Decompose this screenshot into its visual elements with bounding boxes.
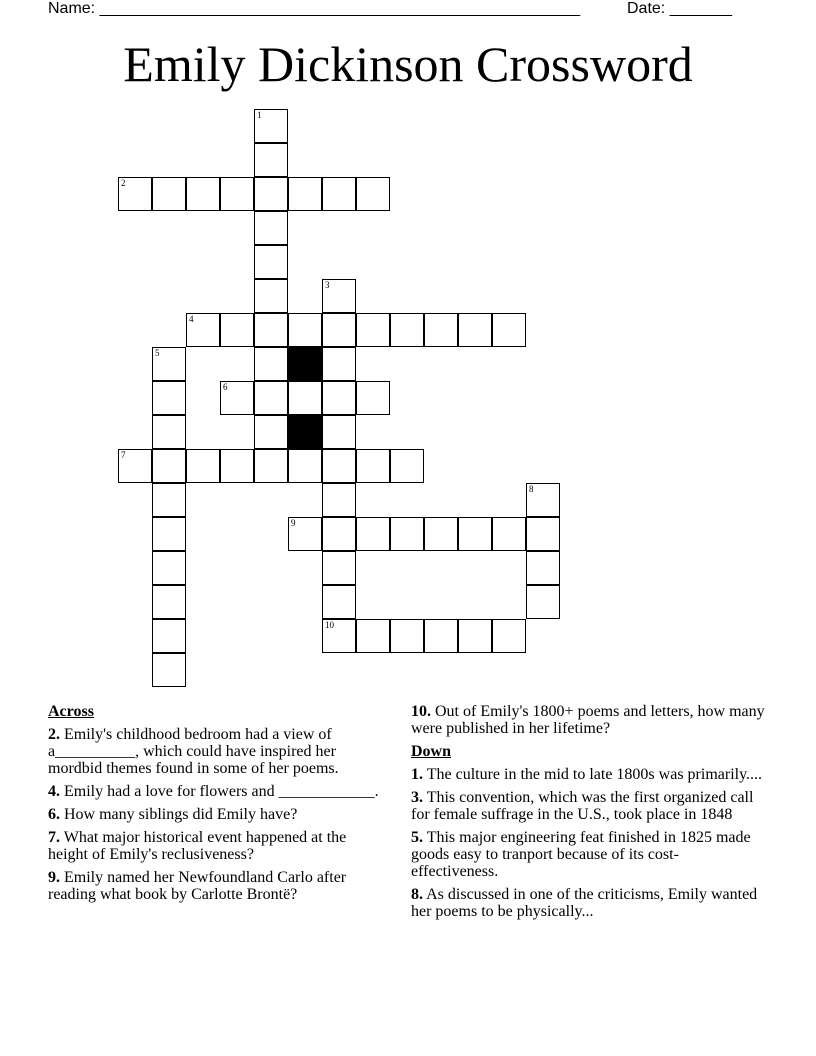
- clue-text: Out of Emily's 1800+ poems and letters, how many were published in her lifetime?: [411, 703, 765, 737]
- grid-cell[interactable]: [322, 279, 356, 313]
- clue-number: 4.: [48, 783, 60, 800]
- grid-cell[interactable]: [356, 619, 390, 653]
- grid-cell[interactable]: [424, 313, 458, 347]
- grid-cell[interactable]: [254, 415, 288, 449]
- clue-number: 1.: [411, 766, 423, 783]
- grid-cell[interactable]: [526, 551, 560, 585]
- grid-cell[interactable]: [390, 449, 424, 483]
- clue-number: 8.: [411, 886, 423, 903]
- clue-text: Emily's childhood bedroom had a view of a__________, which could have inspired her mordbid themes found in some of her poems.: [48, 726, 339, 777]
- clue-across-2: [48, 726, 388, 777]
- grid-cell[interactable]: [390, 517, 424, 551]
- grid-cell[interactable]: [356, 381, 390, 415]
- clue-down-8: [411, 886, 766, 920]
- clue-across-7: [48, 829, 388, 863]
- grid-cell[interactable]: [152, 483, 186, 517]
- grid-cell[interactable]: [492, 313, 526, 347]
- grid-cell[interactable]: [254, 313, 288, 347]
- grid-cell[interactable]: [322, 517, 356, 551]
- clue-down-5: [411, 829, 766, 880]
- clue-across-10: [411, 703, 766, 737]
- grid-cell[interactable]: [152, 449, 186, 483]
- date-field[interactable]: Date: _______: [627, 0, 732, 17]
- grid-cell[interactable]: [152, 347, 186, 381]
- page-title: Emily Dickinson Crossword: [123, 36, 693, 92]
- across-clues: [48, 703, 388, 909]
- grid-cell[interactable]: [322, 381, 356, 415]
- grid-cell[interactable]: [526, 483, 560, 517]
- grid-cell[interactable]: [526, 585, 560, 619]
- grid-cell[interactable]: [288, 313, 322, 347]
- clue-across-4: [48, 783, 388, 800]
- grid-cell[interactable]: [424, 517, 458, 551]
- grid-cell[interactable]: [186, 177, 220, 211]
- grid-cell[interactable]: [152, 585, 186, 619]
- clue-number-label: 8: [529, 484, 534, 494]
- grid-cell[interactable]: [254, 211, 288, 245]
- grid-cell[interactable]: [322, 449, 356, 483]
- clue-number-label: 4: [189, 314, 194, 324]
- clue-number: 6.: [48, 806, 60, 823]
- grid-cell[interactable]: [152, 415, 186, 449]
- grid-cell[interactable]: [458, 313, 492, 347]
- clue-text: The culture in the mid to late 1800s was primarily....: [423, 766, 763, 783]
- grid-cell[interactable]: [288, 449, 322, 483]
- grid-cell[interactable]: [458, 517, 492, 551]
- grid-cell[interactable]: [220, 381, 254, 415]
- grid-cell[interactable]: [254, 245, 288, 279]
- grid-cell[interactable]: [152, 551, 186, 585]
- grid-cell[interactable]: [118, 177, 152, 211]
- grid-cell[interactable]: [322, 177, 356, 211]
- grid-cell[interactable]: [254, 143, 288, 177]
- grid-cell[interactable]: [152, 177, 186, 211]
- clue-down-1: [411, 766, 766, 783]
- grid-cell[interactable]: [288, 177, 322, 211]
- clue-text: Emily had a love for flowers and ____________.: [60, 783, 379, 800]
- blocked-cell: [288, 347, 322, 381]
- grid-cell[interactable]: [152, 619, 186, 653]
- clue-number: 3.: [411, 789, 423, 806]
- name-field[interactable]: Name: ______________________________________________________: [48, 0, 581, 17]
- clue-number: 9.: [48, 869, 60, 886]
- grid-cell[interactable]: [254, 279, 288, 313]
- clue-across-6: [48, 806, 388, 823]
- grid-cell[interactable]: [356, 517, 390, 551]
- grid-cell[interactable]: [322, 585, 356, 619]
- clue-number-label: 6: [223, 382, 228, 392]
- grid-cell[interactable]: [254, 109, 288, 143]
- grid-cell[interactable]: [492, 517, 526, 551]
- clue-text: How many siblings did Emily have?: [60, 806, 298, 823]
- grid-cell[interactable]: [424, 619, 458, 653]
- across-heading: Across: [48, 703, 94, 720]
- grid-cell[interactable]: [220, 449, 254, 483]
- clue-number-label: 7: [121, 450, 126, 460]
- clue-number-label: 9: [291, 518, 296, 528]
- grid-cell[interactable]: [492, 619, 526, 653]
- clue-number-label: 3: [325, 280, 330, 290]
- clue-number-label: 2: [121, 178, 126, 188]
- clue-text: This major engineering feat finished in 1825 made goods easy to tranport because of its cost-effectiveness.: [411, 829, 751, 880]
- blocked-cell: [288, 415, 322, 449]
- clue-number: 5.: [411, 829, 423, 846]
- grid-cell[interactable]: [322, 313, 356, 347]
- grid-cell[interactable]: [254, 177, 288, 211]
- grid-cell[interactable]: [152, 381, 186, 415]
- grid-cell[interactable]: [118, 449, 152, 483]
- clue-number: 10.: [411, 703, 431, 720]
- grid-cell[interactable]: [356, 313, 390, 347]
- grid-cell[interactable]: [390, 619, 424, 653]
- grid-cell[interactable]: [254, 381, 288, 415]
- grid-cell[interactable]: [322, 347, 356, 381]
- right-clues: [411, 703, 766, 926]
- clue-text: What major historical event happened at the height of Emily's reclusiveness?: [48, 829, 347, 863]
- clue-text: This convention, which was the first organized call for female suffrage in the U.S., took place in 1848: [411, 789, 754, 823]
- clue-number-label: 5: [155, 348, 160, 358]
- clue-down-3: [411, 789, 766, 823]
- clue-number-label: 1: [257, 110, 262, 120]
- grid-cell[interactable]: [220, 177, 254, 211]
- clue-number: 2.: [48, 726, 60, 743]
- grid-cell[interactable]: [186, 313, 220, 347]
- grid-cell[interactable]: [526, 517, 560, 551]
- grid-cell[interactable]: [322, 415, 356, 449]
- grid-cell[interactable]: [254, 347, 288, 381]
- grid-cell[interactable]: [288, 381, 322, 415]
- clue-number: 7.: [48, 829, 60, 846]
- clue-across-9: [48, 869, 388, 903]
- down-heading: Down: [411, 743, 452, 760]
- clue-number-label: 10: [325, 620, 334, 630]
- clue-text: As discussed in one of the criticisms, Emily wanted her poems to be physically...: [411, 886, 758, 920]
- grid-cell[interactable]: [152, 517, 186, 551]
- grid-cell[interactable]: [458, 619, 492, 653]
- grid-cell[interactable]: [356, 449, 390, 483]
- grid-cell[interactable]: [152, 653, 186, 687]
- grid-cell[interactable]: [322, 619, 356, 653]
- grid-cell[interactable]: [322, 551, 356, 585]
- grid-cell[interactable]: [186, 449, 220, 483]
- grid-cell[interactable]: [220, 313, 254, 347]
- grid-cell[interactable]: [322, 483, 356, 517]
- grid-cell[interactable]: [356, 177, 390, 211]
- grid-cell[interactable]: [254, 449, 288, 483]
- grid-cell[interactable]: [390, 313, 424, 347]
- clue-text: Emily named her Newfoundland Carlo after reading what book by Carlotte Brontë?: [48, 869, 347, 903]
- grid-cell[interactable]: [288, 517, 322, 551]
